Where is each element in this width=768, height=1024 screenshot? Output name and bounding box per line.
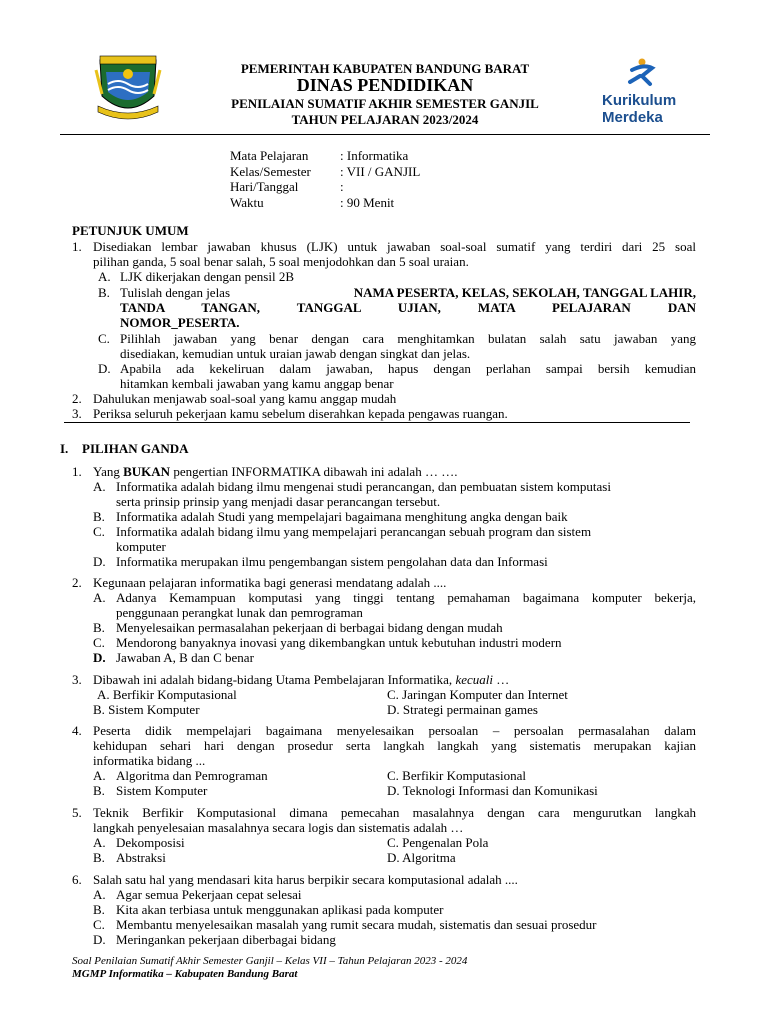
- identity-row: Mata Pelajaran : Informatika: [230, 148, 409, 163]
- instruction-3: Periksa seluruh pekerjaan kamu sebelum diserahkan kepada pengawas ruangan.: [93, 406, 508, 421]
- logo-text-kurikulum: Kurikulum: [602, 92, 677, 109]
- q2-option-b: Menyelesaikan permasalahan pekerjaan di berbagai bidang dengan mudah: [116, 620, 503, 635]
- instructions-title: PETUNJUK UMUM: [72, 223, 189, 238]
- q2-option-c: Mendorong banyaknya inovasi yang dikembangkan untuk kebutuhan industri modern: [116, 635, 562, 650]
- option-label: B.: [93, 783, 105, 798]
- option-label: A.: [93, 835, 106, 850]
- option-label: B.: [98, 285, 110, 300]
- header-department: DINAS PENDIDIKAN: [296, 75, 474, 95]
- q6-option-a: Agar semua Pekerjaan cepat selesai: [116, 887, 302, 902]
- option-label: D.: [93, 554, 106, 569]
- option-label: D.: [93, 650, 106, 665]
- header-government: PEMERINTAH KABUPATEN BANDUNG BARAT: [240, 61, 530, 76]
- option-label: A.: [98, 269, 111, 284]
- question-5-line1: Teknik Berfikir Komputasional dimana pemecahan masalahnya dengan cara mengurutkan langkah: [93, 805, 696, 820]
- q2-option-d: Jawaban A, B dan C benar: [116, 650, 254, 665]
- q4-option-b: Sistem Komputer: [116, 783, 208, 798]
- q1-option-c: Informatika adalah bidang ilmu yang mempelajari perancangan sebuah program dan sistem: [116, 524, 592, 539]
- question-number: 1.: [72, 464, 82, 479]
- instruction-num: 3.: [72, 406, 82, 421]
- instruction-b-line3: NOMOR_PESERTA.: [120, 315, 240, 330]
- footer-organizer: MGMP Informatika – Kabupaten Bandung Barat: [72, 968, 298, 980]
- question-4-line3: informatika bidang ...: [93, 753, 206, 768]
- option-label: B.: [93, 509, 105, 524]
- q3-option-d: D. Strategi permainan games: [387, 702, 538, 717]
- header-school-year: TAHUN PELAJARAN 2023/2024: [291, 112, 479, 127]
- option-label: B.: [93, 902, 105, 917]
- header-exam-title: PENILAIAN SUMATIF AKHIR SEMESTER GANJIL: [231, 96, 539, 111]
- q1-option-b: Informatika adalah Studi yang mempelajari bagaimana menghitung angka dengan baik: [116, 509, 568, 524]
- q4-option-a: Algoritma dan Pemrograman: [116, 768, 268, 783]
- q1-option-c-cont: komputer: [116, 539, 166, 554]
- option-label: B.: [93, 620, 105, 635]
- question-6-text: Salah satu hal yang mendasari kita harus berpikir secara komputasional adalah ....: [93, 872, 518, 887]
- identity-row: Waktu : 90 Menit: [230, 194, 395, 210]
- q3-option-c: C. Jaringan Komputer dan Internet: [387, 687, 568, 702]
- q5-option-c: C. Pengenalan Pola: [387, 835, 489, 850]
- kurikulum-merdeka-logo: [600, 58, 690, 128]
- q1-option-a: Informatika adalah bidang ilmu mengenai studi perancangan, dan pembuatan sistem komputasi: [116, 479, 611, 494]
- instruction-num: 2.: [72, 391, 82, 406]
- header-divider: [60, 134, 710, 135]
- instruction-1-line1: Disediakan lembar jawaban khusus (LJK) untuk jawaban soal-soal sumatif yang terdiri dari 25 soal: [93, 239, 696, 254]
- q6-option-d: Meringankan pekerjaan diberbagai bidang: [116, 932, 336, 947]
- question-number: 3.: [72, 672, 82, 687]
- question-number: 6.: [72, 872, 82, 887]
- q2-option-a: Adanya Kemampuan komputasi yang tinggi tentang pemahaman bagaimana komputer bekerja,: [116, 590, 696, 605]
- q3-option-a: A. Berfikir Komputasional: [97, 687, 237, 702]
- q2-option-a-cont: penggunaan perangkat lunak dan pemrograman: [116, 605, 363, 620]
- instruction-b-line2: TANDA TANGAN, TANGGAL UJIAN, MATA PELAJARAN DAN: [120, 300, 696, 315]
- identity-row: Hari/Tanggal :: [230, 179, 344, 194]
- q1-option-a-cont: serta prinsip prinsip yang menjadi dasar perancangan tersebut.: [116, 494, 441, 509]
- instruction-c-line1: Pilihlah jawaban yang benar dengan cara menghitamkan bulatan salah satu jawaban yang: [120, 331, 696, 346]
- question-4-line1: Peserta didik mempelajari bagaimana menyelesaikan persoalan – persoalan permasalahan dalam: [93, 723, 696, 738]
- q1-option-d: Informatika merupakan ilmu pengembangan sistem pengolahan data dan Informasi: [116, 554, 548, 569]
- question-5-line2: langkah penyelesaian masalahnya secara logis dan sistematis adalah …: [93, 820, 464, 835]
- identity-row: Kelas/Semester : VII / GANJIL: [230, 163, 421, 179]
- option-label: A.: [93, 479, 106, 494]
- instructions-divider: [64, 422, 690, 423]
- option-label: C.: [98, 331, 110, 346]
- instruction-d-line1: Apabila ada kekeliruan dalam jawaban, hapus dengan perlahan sampai bersih kemudian: [120, 361, 696, 376]
- kurikulum-figure-icon: [622, 58, 662, 88]
- option-label: D.: [93, 932, 106, 947]
- bandung-barat-emblem: [94, 50, 162, 122]
- q6-option-b: Kita akan terbiasa untuk menggunakan aplikasi pada komputer: [116, 902, 444, 917]
- option-label: B.: [93, 850, 105, 865]
- q4-option-d: D. Teknologi Informasi dan Komunikasi: [387, 783, 598, 798]
- instruction-a: LJK dikerjakan dengan pensil 2B: [120, 269, 295, 284]
- instruction-c-line2: disediakan, kemudian untuk uraian jawab dengan singkat dan jelas.: [120, 346, 471, 361]
- instruction-1-line2: pilihan ganda, 5 soal benar salah, 5 soal menjodohkan dan 5 soal uraian.: [93, 254, 469, 269]
- section-number: I.: [60, 441, 69, 456]
- option-label: A.: [93, 768, 106, 783]
- question-2-text: Kegunaan pelajaran informatika bagi generasi mendatang adalah ....: [93, 575, 447, 590]
- instruction-2: Dahulukan menjawab soal-soal yang kamu anggap mudah: [93, 391, 397, 406]
- section-title: PILIHAN GANDA: [82, 441, 189, 456]
- option-label: C.: [93, 524, 105, 539]
- option-label: C.: [93, 917, 105, 932]
- q4-option-c: C. Berfikir Komputasional: [387, 768, 527, 783]
- option-label: C.: [93, 635, 105, 650]
- question-1-text: Yang BUKAN pengertian INFORMATIKA dibawah ini adalah … ….: [93, 464, 458, 479]
- question-number: 4.: [72, 723, 82, 738]
- identity-table: [230, 148, 420, 210]
- q5-option-a: Dekomposisi: [116, 835, 185, 850]
- instruction-b-line1: Tulislah dengan jelas NAMA PESERTA, KELAS, SEKOLAH, TANGGAL LAHIR,: [120, 285, 696, 300]
- q5-option-b: Abstraksi: [116, 850, 166, 865]
- q3-option-b: B. Sistem Komputer: [93, 702, 200, 717]
- option-label: A.: [93, 887, 106, 902]
- instruction-d-line2: hitamkan kembali jawaban yang kamu anggap benar: [120, 376, 394, 391]
- q5-option-d: D. Algoritma: [387, 850, 456, 865]
- question-3-text: Dibawah ini adalah bidang-bidang Utama Pembelajaran Informatika, kecuali …: [93, 672, 510, 687]
- question-4-line2: kehidupan sehari hari dengan prosedur serta langkah langkah yang sistematis merupakan kajian: [93, 738, 696, 753]
- question-number: 5.: [72, 805, 82, 820]
- footer-exam-info: Soal Penilaian Sumatif Akhir Semester Ganjil – Kelas VII – Tahun Pelajaran 2023 - 2024: [72, 955, 468, 967]
- logo-text-merdeka: Merdeka: [602, 109, 663, 126]
- q6-option-c: Membantu menyelesaikan masalah yang rumit secara mudah, sistematis dan sesuai prosedur: [116, 917, 597, 932]
- instruction-num: 1.: [72, 239, 82, 254]
- option-label: A.: [93, 590, 106, 605]
- question-number: 2.: [72, 575, 82, 590]
- option-label: D.: [98, 361, 111, 376]
